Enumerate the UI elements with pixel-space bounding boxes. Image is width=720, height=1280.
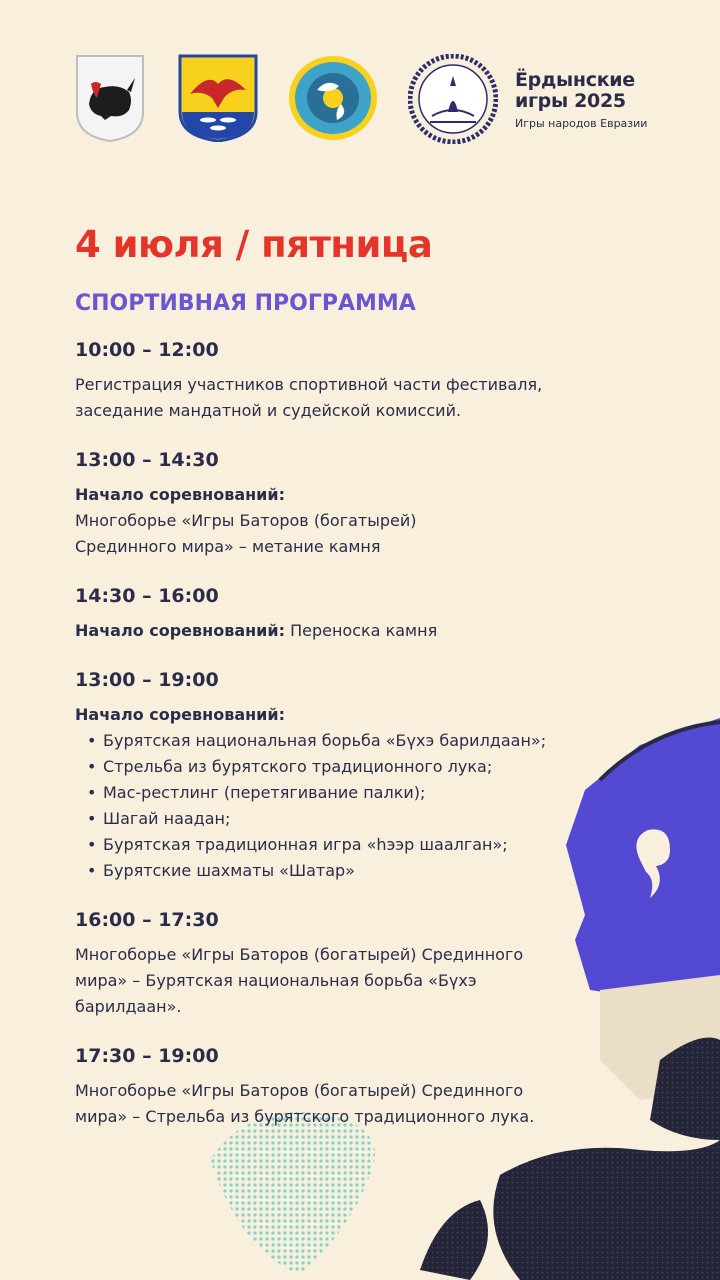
schedule-event-2	[75, 448, 635, 560]
schedule-event-1	[75, 338, 635, 424]
event-time: 13:00 – 14:30	[75, 449, 219, 471]
event-label: Начало соревнований:	[75, 485, 285, 504]
event-inline-text: Переноска камня	[290, 621, 438, 640]
brand-title-line1: Ёрдынские	[515, 69, 635, 91]
schedule-event-6	[75, 1044, 635, 1130]
schedule-event-3	[75, 584, 635, 644]
district-coat-of-arms-icon	[178, 54, 258, 142]
event-description	[75, 482, 635, 560]
list-item: • Бурятские шахматы «Шатар»	[87, 858, 635, 884]
event-line: Многоборье «Игры Баторов (богатырей)	[75, 511, 417, 530]
event-time: 10:00 – 12:00	[75, 339, 219, 361]
event-line: мира» – Бурятская национальная борьба «Бүхэ	[75, 971, 477, 990]
event-time: 14:30 – 16:00	[75, 585, 219, 607]
event-line: Многоборье «Игры Баторов (богатырей) Срединного	[75, 945, 524, 964]
event-label: Начало соревнований:	[75, 705, 285, 724]
event-description	[75, 702, 635, 884]
yordyn-games-emblem-icon	[408, 54, 498, 144]
irkutsk-coat-of-arms-icon	[75, 54, 145, 142]
teal-dotted-shape	[210, 1112, 375, 1275]
event-time: 13:00 – 19:00	[75, 669, 219, 691]
brand-subtitle: Игры народов Евразии	[515, 117, 648, 130]
schedule-event-5	[75, 908, 635, 1020]
culture-center-emblem-icon	[287, 54, 379, 142]
list-item: • Бурятская национальная борьба «Бүхэ барилдаан»;	[87, 728, 635, 754]
event-description	[75, 942, 635, 1020]
event-line: барилдаан».	[75, 997, 182, 1016]
event-description	[75, 372, 635, 424]
event-line: Многоборье «Игры Баторов (богатырей) Срединного	[75, 1081, 524, 1100]
event-description	[75, 1078, 635, 1130]
brand-block	[515, 70, 647, 130]
schedule-content	[75, 222, 635, 1130]
brand-title-line2: игры 2025	[515, 90, 626, 112]
date-title: 4 июля / пятница	[75, 223, 433, 266]
section-title: СПОРТИВНАЯ ПРОГРАММА	[75, 291, 416, 316]
list-item: • Мас-рестлинг (перетягивание палки);	[87, 780, 635, 806]
event-line: Регистрация участников спортивной части фестиваля,	[75, 375, 543, 394]
event-label: Начало соревнований:	[75, 621, 285, 640]
event-time: 17:30 – 19:00	[75, 1045, 219, 1067]
schedule-event-4	[75, 668, 635, 884]
competition-list	[75, 728, 635, 884]
dark-wave-shape	[493, 1140, 720, 1280]
event-description	[75, 618, 635, 644]
list-item: • Шагай наадан;	[87, 806, 635, 832]
event-line: мира» – Стрельба из бурятского традиционного лука.	[75, 1107, 535, 1126]
list-item: • Стрельба из бурятского традиционного лука;	[87, 754, 635, 780]
event-time: 16:00 – 17:30	[75, 909, 219, 931]
list-item: • Бурятская традиционная игра «һээр шаалган»;	[87, 832, 635, 858]
event-line: Срединного мира» – метание камня	[75, 537, 381, 556]
event-line: заседание мандатной и судейской комиссий.	[75, 401, 462, 420]
